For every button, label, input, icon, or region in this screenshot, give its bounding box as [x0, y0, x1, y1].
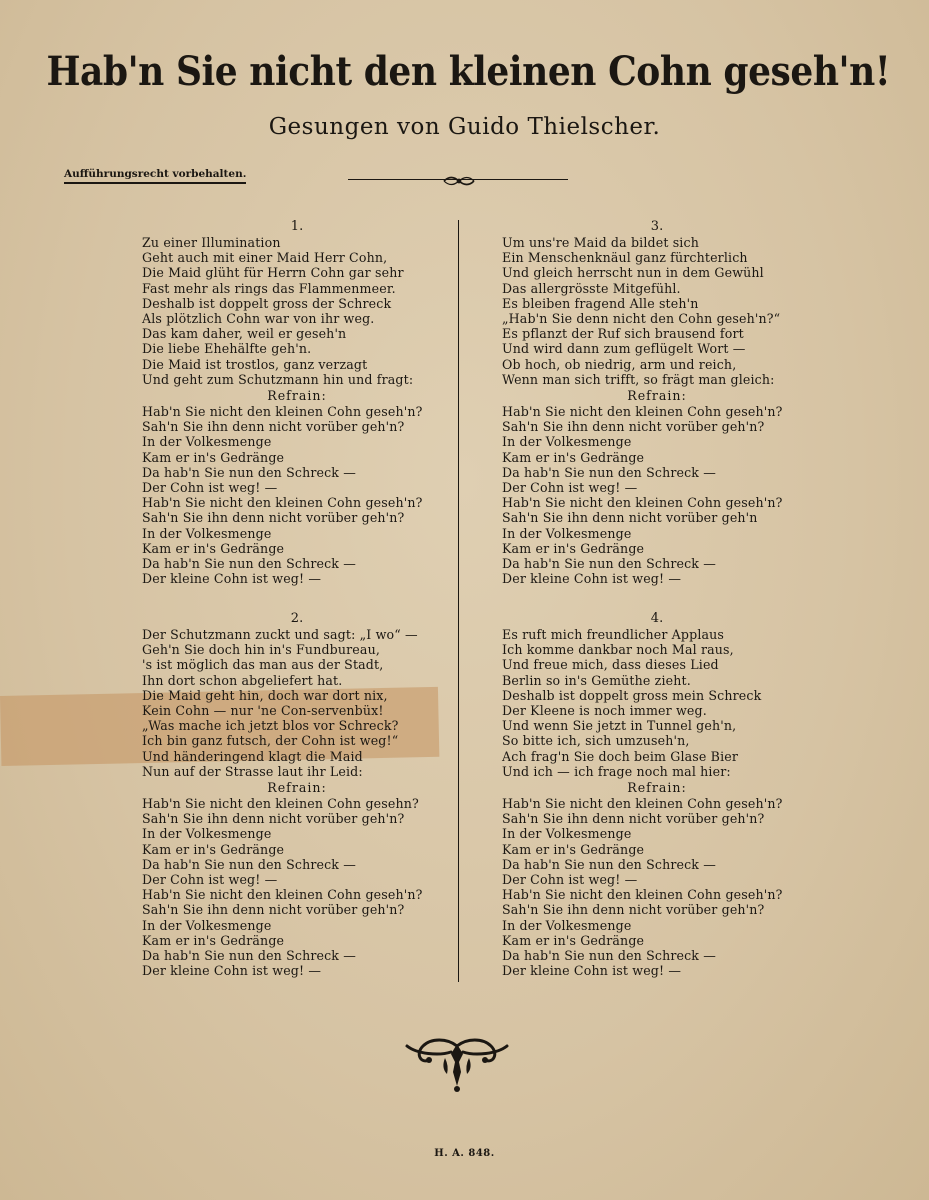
refrain-line: Da hab'n Sie nun den Schreck — [142, 948, 356, 964]
refrain-line: Sah'n Sie ihn denn nicht vorüber geh'n? [142, 510, 405, 526]
verse-line: Deshalb ist doppelt gross mein Schreck [502, 687, 762, 703]
verse-line: „Was mache ich jetzt blos vor Schreck? [142, 718, 399, 734]
refrain-line: Kam er in's Gedränge [142, 932, 285, 948]
verse-line: Ob hoch, ob niedrig, arm und reich, [502, 356, 737, 372]
verse-line: Ich bin ganz futsch, der Cohn ist weg!“ [142, 733, 399, 749]
column-divider [458, 220, 459, 982]
refrain-line: Hab'n Sie nicht den kleinen Cohn geseh'n? [502, 887, 783, 903]
verse-line: Das kam daher, weil er geseh'n [142, 326, 347, 342]
verse-line: Und wird dann zum geflügelt Wort — [502, 341, 746, 357]
verse-line: Um uns're Maid da bildet sich [502, 235, 699, 250]
verse-line: Nun auf der Strasse laut ihr Leid: [142, 763, 363, 779]
refrain-line: Kam er in's Gedränge [502, 449, 645, 465]
refrain-line: Der Cohn ist weg! — [502, 480, 638, 496]
verse-number: 1. [290, 219, 304, 234]
verse-lines [502, 235, 812, 387]
refrain-line: Da hab'n Sie nun den Schreck — [502, 464, 716, 480]
refrain-line: Da hab'n Sie nun den Schreck — [502, 948, 716, 964]
rights-notice: Aufführungsrecht vorbehalten. [64, 168, 246, 184]
refrain-label: Refrain: [627, 388, 687, 404]
verse-line: Und freue mich, dass dieses Lied [502, 657, 719, 673]
page-subtitle: Gesungen von Guido Thielscher. [268, 114, 661, 140]
refrain-line: Da hab'n Sie nun den Schreck — [142, 464, 356, 480]
verse-line: Die Maid glüht für Herrn Cohn gar sehr [142, 265, 404, 281]
refrain-line: Der kleine Cohn ist weg! — [502, 963, 682, 979]
refrain-line: Kam er in's Gedränge [502, 932, 645, 948]
refrain-line: Sah'n Sie ihn denn nicht vorüber geh'n? [142, 419, 405, 435]
refrain-line: Der Cohn ist weg! — [502, 872, 638, 888]
verse-line: Das allergrösste Mitgefühl. [502, 280, 681, 296]
page-title: Hab'n Sie nicht den kleinen Cohn geseh'n! [46, 48, 891, 95]
left-column [142, 218, 452, 1002]
verse-line: Und händeringend klagt die Maid [142, 748, 363, 764]
verse-line: Wenn man sich trifft, so frägt man gleich: [502, 371, 775, 387]
verse-line: Als plötzlich Cohn war von ihr weg. [142, 311, 375, 327]
refrain-lines [502, 796, 812, 978]
refrain-line: Da hab'n Sie nun den Schreck — [502, 856, 716, 872]
verse-line: So bitte ich, sich umzuseh'n, [502, 733, 690, 749]
refrain-line: Der kleine Cohn ist weg! — [142, 571, 322, 587]
verse-line: Ich komme dankbar noch Mal raus, [502, 642, 734, 658]
verse-line: Berlin so in's Gemüthe zieht. [502, 672, 691, 688]
refrain-line: Sah'n Sie ihn denn nicht vorüber geh'n? [502, 902, 765, 918]
verse-number: 2. [290, 611, 304, 626]
verse-line: „Hab'n Sie denn nicht den Cohn geseh'n?“ [502, 311, 781, 327]
verse-line: Die Maid geht hin, doch war dort nix, [142, 687, 388, 703]
refrain-label: Refrain: [267, 388, 327, 404]
refrain-line: Hab'n Sie nicht den kleinen Cohn geseh'n? [142, 887, 423, 903]
refrain-line: Da hab'n Sie nun den Schreck — [142, 556, 356, 572]
refrain-line: Da hab'n Sie nun den Schreck — [502, 556, 716, 572]
verse-4 [502, 610, 812, 1002]
verse-line: Und gleich herrscht nun in dem Gewühl [502, 265, 764, 281]
catalog-number: H. A. 848. [434, 1148, 495, 1159]
refrain-label: Refrain: [267, 780, 327, 796]
verse-line: Es ruft mich freundlicher Applaus [502, 627, 725, 642]
verse-line: Und wenn Sie jetzt in Tunnel geh'n, [502, 718, 737, 734]
refrain-line: Der kleine Cohn ist weg! — [142, 963, 322, 979]
verse-line: Der Kleene is noch immer weg. [502, 703, 707, 719]
refrain-line: Sah'n Sie ihn denn nicht vorüber geh'n? [142, 902, 405, 918]
verse-line: Ihn dort schon abgeliefert hat. [142, 672, 343, 688]
verse-line: Und ich — ich frage noch mal hier: [502, 763, 731, 779]
refrain-line: Kam er in's Gedränge [142, 540, 285, 556]
verse-line: Fast mehr als rings das Flammenmeer. [142, 280, 396, 296]
refrain-line: Sah'n Sie ihn denn nicht vorüber geh'n [502, 510, 758, 526]
refrain-line: Hab'n Sie nicht den kleinen Cohn geseh'n? [502, 796, 783, 812]
refrain-line: Der Cohn ist weg! — [142, 480, 278, 496]
refrain-line: Hab'n Sie nicht den kleinen Cohn geseh'n? [502, 404, 783, 420]
refrain-line: Der kleine Cohn ist weg! — [502, 571, 682, 587]
refrain-line: Da hab'n Sie nun den Schreck — [142, 856, 356, 872]
refrain-line: In der Volkesmenge [502, 826, 632, 842]
verse-number: 3. [650, 219, 664, 234]
verse-2 [142, 610, 452, 1002]
verse-line: Und geht zum Schutzmann hin und fragt: [142, 371, 414, 387]
refrain-line: Hab'n Sie nicht den kleinen Cohn geseh'n? [502, 495, 783, 511]
verse-line: Geh'n Sie doch hin in's Fundbureau, [142, 642, 380, 658]
verse-line: Zu einer Illumination [142, 235, 281, 250]
verse-line: Geht auch mit einer Maid Herr Cohn, [142, 250, 388, 266]
refrain-line: In der Volkesmenge [502, 917, 632, 933]
verse-line: Es pflanzt der Ruf sich brausend fort [502, 326, 744, 342]
verse-line: 's ist möglich das man aus der Stadt, [142, 657, 384, 673]
verse-3 [502, 218, 812, 610]
refrain-lines [142, 404, 452, 586]
refrain-line: Hab'n Sie nicht den kleinen Cohn gesehn? [142, 796, 419, 812]
refrain-line: In der Volkesmenge [142, 525, 272, 541]
verse-line: Ein Menschenknäul ganz fürchterlich [502, 250, 748, 266]
refrain-label: Refrain: [627, 780, 687, 796]
refrain-line: In der Volkesmenge [142, 826, 272, 842]
refrain-line: Kam er in's Gedränge [142, 841, 285, 857]
verse-line: Kein Cohn — nur 'ne Con-servenbüx! [142, 703, 384, 719]
verse-line: Ach frag'n Sie doch beim Glase Bier [502, 748, 739, 764]
refrain-line: Kam er in's Gedränge [502, 540, 645, 556]
refrain-line: Hab'n Sie nicht den kleinen Cohn geseh'n? [142, 495, 423, 511]
refrain-line: Kam er in's Gedränge [502, 841, 645, 857]
verse-line: Es bleiben fragend Alle steh'n [502, 295, 699, 311]
verse-line: Der Schutzmann zuckt und sagt: „I wo“ — [142, 627, 418, 642]
verse-lines [502, 627, 812, 779]
refrain-line: Sah'n Sie ihn denn nicht vorüber geh'n? [142, 811, 405, 827]
refrain-line: In der Volkesmenge [142, 917, 272, 933]
refrain-line: Kam er in's Gedränge [142, 449, 285, 465]
refrain-line: In der Volkesmenge [502, 434, 632, 450]
verse-lines [142, 627, 452, 779]
refrain-line: In der Volkesmenge [502, 525, 632, 541]
refrain-line: Sah'n Sie ihn denn nicht vorüber geh'n? [502, 811, 765, 827]
verse-1 [142, 218, 452, 610]
refrain-line: Der Cohn ist weg! — [142, 872, 278, 888]
refrain-line: Sah'n Sie ihn denn nicht vorüber geh'n? [502, 419, 765, 435]
decorative-scroll-icon [401, 1036, 513, 1094]
verse-line: Die liebe Ehehälfte geh'n. [142, 341, 312, 357]
verse-lines [142, 235, 452, 387]
refrain-lines [502, 404, 812, 586]
verse-line: Die Maid ist trostlos, ganz verzagt [142, 356, 368, 372]
header-ornament-icon [442, 171, 476, 191]
refrain-line: Hab'n Sie nicht den kleinen Cohn geseh'n? [142, 404, 423, 420]
refrain-line: In der Volkesmenge [142, 434, 272, 450]
refrain-lines [142, 796, 452, 978]
right-column [502, 218, 812, 1002]
verse-number: 4. [650, 611, 664, 626]
verse-line: Deshalb ist doppelt gross der Schreck [142, 295, 392, 311]
